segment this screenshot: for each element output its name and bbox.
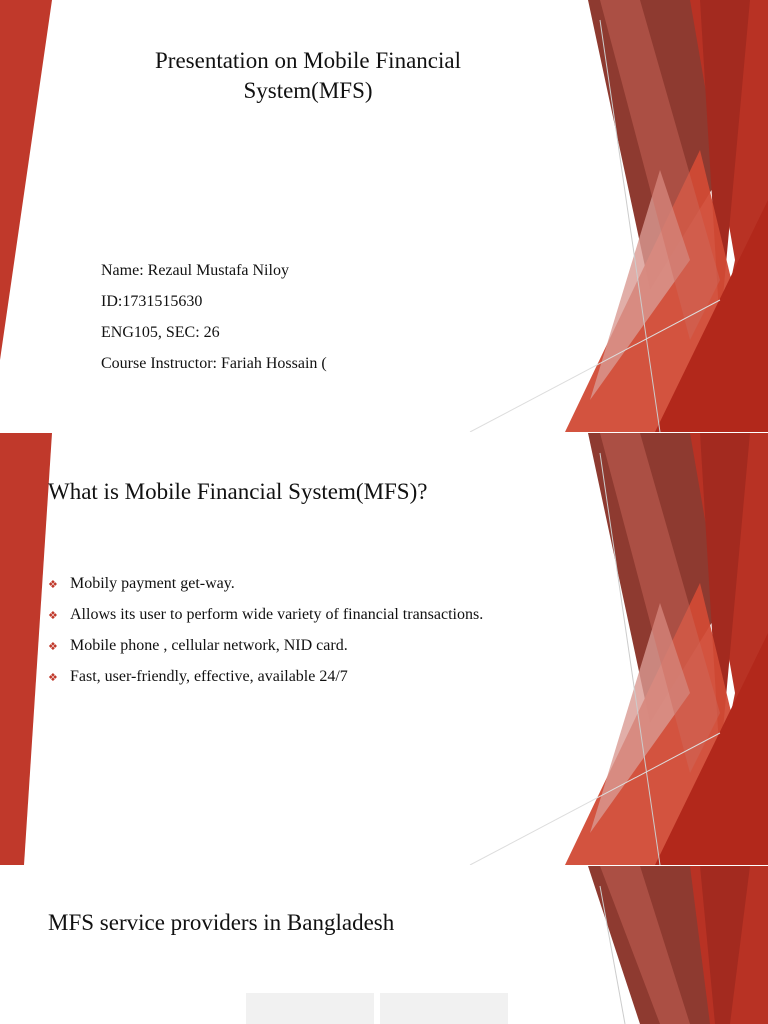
provider-logo-image (380, 993, 508, 1024)
list-item (48, 635, 483, 666)
slide-3-title: MFS service providers in Bangladesh (48, 910, 395, 935)
list-item (48, 604, 483, 635)
bullet-text: Allows its user to perform wide variety of financial transactions. (70, 606, 484, 623)
bullet-text: Mobile phone , cellular network, NID card. (70, 637, 348, 654)
slide-2 (0, 433, 768, 865)
provider-logo-image (246, 993, 374, 1024)
diamond-bullet-icon: ❖ (48, 609, 58, 622)
course-instructor: Course Instructor: Fariah Hossain ( (101, 355, 327, 372)
presenter-info (101, 260, 327, 384)
diamond-bullet-icon: ❖ (48, 671, 58, 684)
bullet-list (48, 573, 483, 697)
slide-2-title: What is Mobile Financial System(MFS)? (48, 479, 428, 504)
list-item (48, 573, 483, 604)
slide-1-title: Presentation on Mobile Financial System(MFS) (155, 48, 461, 103)
course-section: ENG105, SEC: 26 (101, 324, 220, 341)
bullet-text: Fast, user-friendly, effective, available 24/7 (70, 668, 348, 685)
presenter-name: Name: Rezaul Mustafa Niloy (101, 262, 289, 279)
slide-1 (0, 0, 768, 432)
list-item (48, 666, 483, 697)
presenter-id: ID:1731515630 (101, 293, 203, 310)
slide-3 (0, 866, 768, 1024)
diamond-bullet-icon: ❖ (48, 578, 58, 591)
bullet-text: Mobily payment get-way. (70, 575, 235, 592)
diamond-bullet-icon: ❖ (48, 640, 58, 653)
